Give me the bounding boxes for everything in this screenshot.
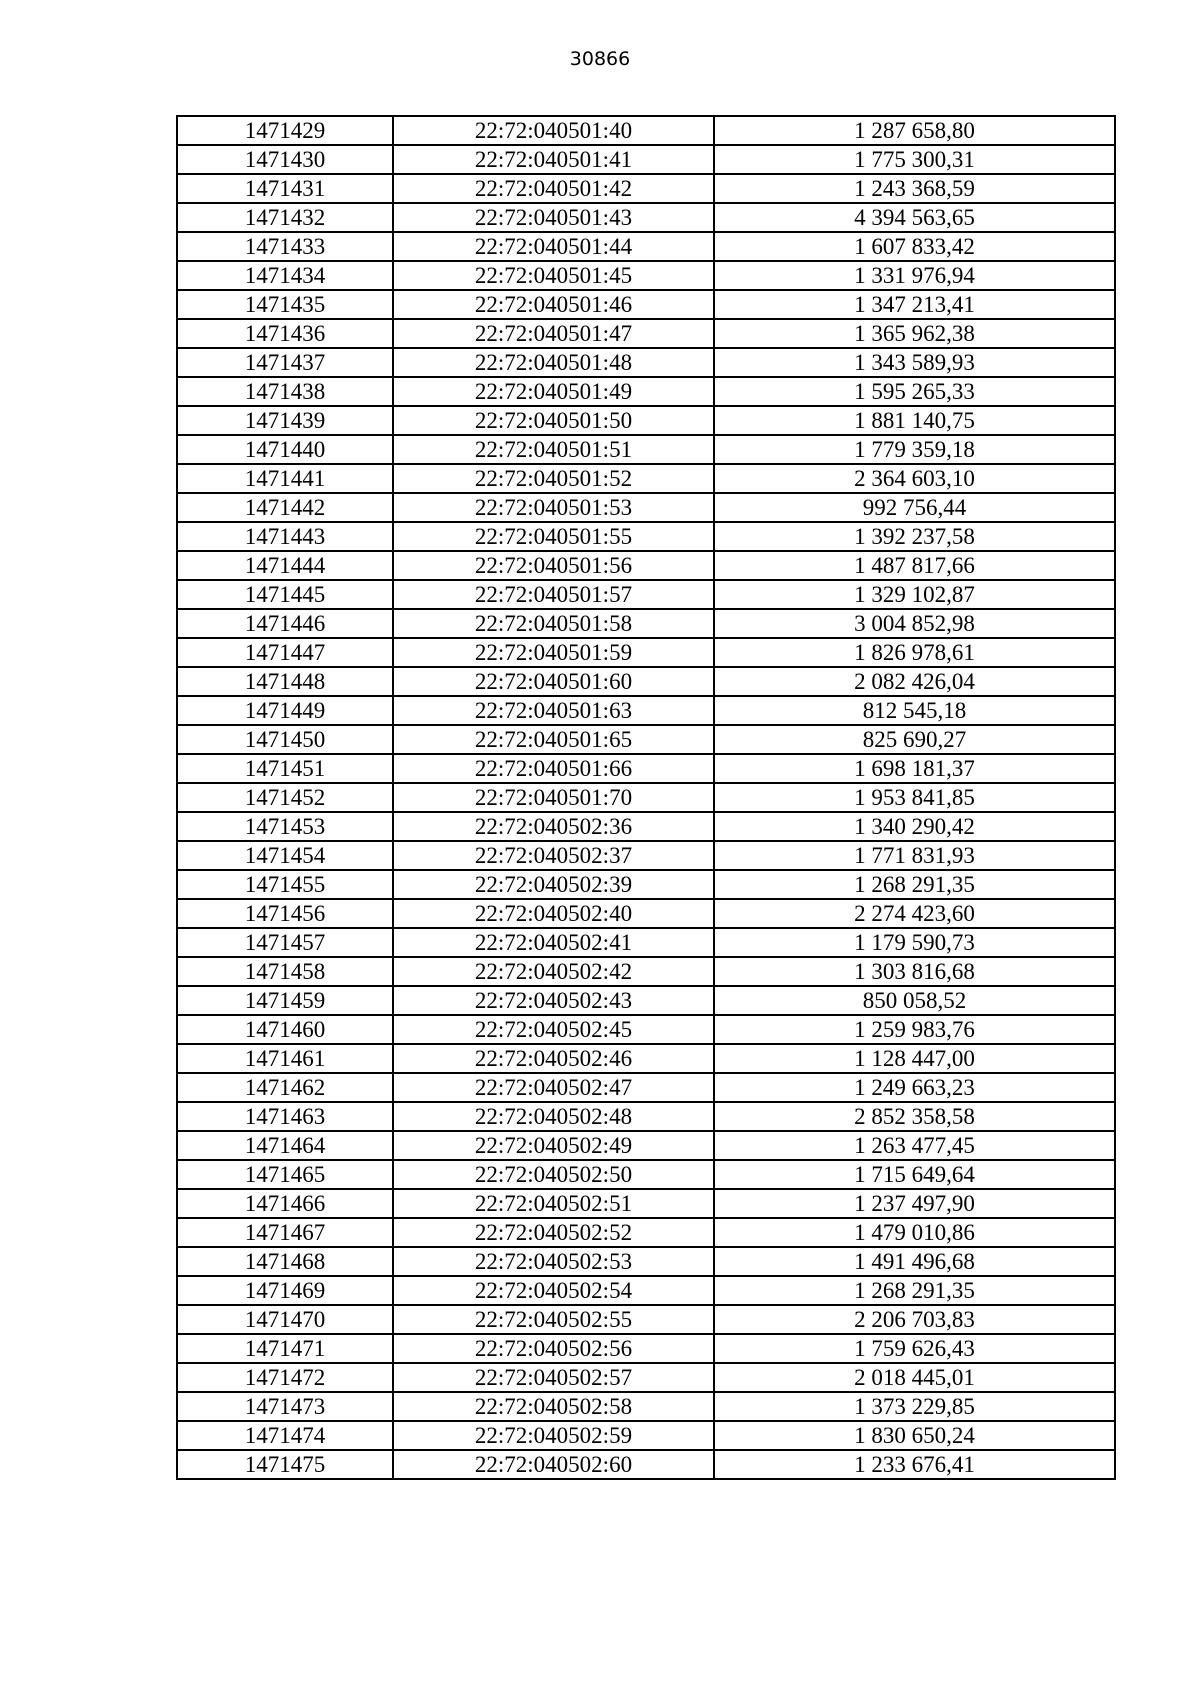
record-number-cell: 1471439	[177, 406, 393, 435]
cadastral-number-cell: 22:72:040501:66	[393, 754, 714, 783]
record-number-cell: 1471433	[177, 232, 393, 261]
table-row	[177, 435, 1115, 464]
cadastral-number-cell: 22:72:040502:58	[393, 1392, 714, 1421]
cadastral-number-cell: 22:72:040501:57	[393, 580, 714, 609]
value-cell: 1 392 237,58	[714, 522, 1115, 551]
record-number-cell: 1471466	[177, 1189, 393, 1218]
cadastral-number-cell: 22:72:040501:44	[393, 232, 714, 261]
value-cell: 1 826 978,61	[714, 638, 1115, 667]
cadastral-number-cell: 22:72:040502:41	[393, 928, 714, 957]
table-row	[177, 986, 1115, 1015]
table-row	[177, 580, 1115, 609]
record-number-cell: 1471471	[177, 1334, 393, 1363]
registry-table-body	[177, 116, 1115, 1479]
value-cell: 2 852 358,58	[714, 1102, 1115, 1131]
record-number-cell: 1471467	[177, 1218, 393, 1247]
table-row	[177, 522, 1115, 551]
value-cell: 1 881 140,75	[714, 406, 1115, 435]
cadastral-number-cell: 22:72:040502:46	[393, 1044, 714, 1073]
cadastral-number-cell: 22:72:040502:60	[393, 1450, 714, 1479]
record-number-cell: 1471450	[177, 725, 393, 754]
cadastral-number-cell: 22:72:040502:55	[393, 1305, 714, 1334]
table-row	[177, 1131, 1115, 1160]
table-row	[177, 203, 1115, 232]
value-cell: 992 756,44	[714, 493, 1115, 522]
value-cell: 1 287 658,80	[714, 116, 1115, 145]
cadastral-number-cell: 22:72:040501:40	[393, 116, 714, 145]
record-number-cell: 1471444	[177, 551, 393, 580]
record-number-cell: 1471434	[177, 261, 393, 290]
cadastral-number-cell: 22:72:040502:52	[393, 1218, 714, 1247]
cadastral-number-cell: 22:72:040502:54	[393, 1276, 714, 1305]
value-cell: 812 545,18	[714, 696, 1115, 725]
record-number-cell: 1471441	[177, 464, 393, 493]
table-row	[177, 609, 1115, 638]
registry-table	[176, 115, 1116, 1480]
table-row	[177, 348, 1115, 377]
record-number-cell: 1471459	[177, 986, 393, 1015]
record-number-cell: 1471432	[177, 203, 393, 232]
value-cell: 1 759 626,43	[714, 1334, 1115, 1363]
table-row	[177, 725, 1115, 754]
cadastral-number-cell: 22:72:040502:36	[393, 812, 714, 841]
value-cell: 1 698 181,37	[714, 754, 1115, 783]
value-cell: 1 268 291,35	[714, 870, 1115, 899]
table-row	[177, 290, 1115, 319]
table-row	[177, 841, 1115, 870]
table-row	[177, 551, 1115, 580]
value-cell: 1 775 300,31	[714, 145, 1115, 174]
record-number-cell: 1471445	[177, 580, 393, 609]
value-cell: 1 233 676,41	[714, 1450, 1115, 1479]
cadastral-number-cell: 22:72:040502:50	[393, 1160, 714, 1189]
table-row	[177, 754, 1115, 783]
record-number-cell: 1471446	[177, 609, 393, 638]
record-number-cell: 1471448	[177, 667, 393, 696]
record-number-cell: 1471458	[177, 957, 393, 986]
value-cell: 1 263 477,45	[714, 1131, 1115, 1160]
value-cell: 825 690,27	[714, 725, 1115, 754]
table-row	[177, 145, 1115, 174]
value-cell: 1 479 010,86	[714, 1218, 1115, 1247]
cadastral-number-cell: 22:72:040501:70	[393, 783, 714, 812]
record-number-cell: 1471438	[177, 377, 393, 406]
record-number-cell: 1471465	[177, 1160, 393, 1189]
table-row	[177, 1450, 1115, 1479]
record-number-cell: 1471456	[177, 899, 393, 928]
table-row	[177, 899, 1115, 928]
value-cell: 1 249 663,23	[714, 1073, 1115, 1102]
cadastral-number-cell: 22:72:040501:56	[393, 551, 714, 580]
value-cell: 1 347 213,41	[714, 290, 1115, 319]
cadastral-number-cell: 22:72:040501:63	[393, 696, 714, 725]
table-row	[177, 1392, 1115, 1421]
cadastral-number-cell: 22:72:040502:56	[393, 1334, 714, 1363]
cadastral-number-cell: 22:72:040501:43	[393, 203, 714, 232]
cadastral-number-cell: 22:72:040501:52	[393, 464, 714, 493]
cadastral-number-cell: 22:72:040502:53	[393, 1247, 714, 1276]
record-number-cell: 1471451	[177, 754, 393, 783]
cadastral-number-cell: 22:72:040501:49	[393, 377, 714, 406]
record-number-cell: 1471472	[177, 1363, 393, 1392]
table-row	[177, 812, 1115, 841]
cadastral-number-cell: 22:72:040502:40	[393, 899, 714, 928]
table-row	[177, 1218, 1115, 1247]
value-cell: 1 128 447,00	[714, 1044, 1115, 1073]
table-row	[177, 667, 1115, 696]
value-cell: 1 715 649,64	[714, 1160, 1115, 1189]
record-number-cell: 1471461	[177, 1044, 393, 1073]
cadastral-number-cell: 22:72:040502:48	[393, 1102, 714, 1131]
record-number-cell: 1471453	[177, 812, 393, 841]
value-cell: 2 206 703,83	[714, 1305, 1115, 1334]
table-row	[177, 319, 1115, 348]
cadastral-number-cell: 22:72:040501:47	[393, 319, 714, 348]
record-number-cell: 1471462	[177, 1073, 393, 1102]
value-cell: 1 237 497,90	[714, 1189, 1115, 1218]
record-number-cell: 1471470	[177, 1305, 393, 1334]
value-cell: 1 340 290,42	[714, 812, 1115, 841]
cadastral-number-cell: 22:72:040501:46	[393, 290, 714, 319]
value-cell: 3 004 852,98	[714, 609, 1115, 638]
table-row	[177, 116, 1115, 145]
table-row	[177, 1189, 1115, 1218]
table-row	[177, 493, 1115, 522]
record-number-cell: 1471429	[177, 116, 393, 145]
value-cell: 1 607 833,42	[714, 232, 1115, 261]
table-row	[177, 232, 1115, 261]
cadastral-number-cell: 22:72:040502:57	[393, 1363, 714, 1392]
cadastral-number-cell: 22:72:040501:41	[393, 145, 714, 174]
cadastral-number-cell: 22:72:040502:37	[393, 841, 714, 870]
record-number-cell: 1471440	[177, 435, 393, 464]
record-number-cell: 1471437	[177, 348, 393, 377]
cadastral-number-cell: 22:72:040501:65	[393, 725, 714, 754]
table-row	[177, 1334, 1115, 1363]
table-row	[177, 1276, 1115, 1305]
value-cell: 1 365 962,38	[714, 319, 1115, 348]
value-cell: 1 343 589,93	[714, 348, 1115, 377]
cadastral-number-cell: 22:72:040501:60	[393, 667, 714, 696]
value-cell: 4 394 563,65	[714, 203, 1115, 232]
value-cell: 1 243 368,59	[714, 174, 1115, 203]
record-number-cell: 1471442	[177, 493, 393, 522]
table-row	[177, 174, 1115, 203]
record-number-cell: 1471447	[177, 638, 393, 667]
cadastral-number-cell: 22:72:040502:43	[393, 986, 714, 1015]
cadastral-number-cell: 22:72:040502:47	[393, 1073, 714, 1102]
record-number-cell: 1471455	[177, 870, 393, 899]
table-row	[177, 1421, 1115, 1450]
table-row	[177, 261, 1115, 290]
cadastral-number-cell: 22:72:040501:59	[393, 638, 714, 667]
value-cell: 1 259 983,76	[714, 1015, 1115, 1044]
record-number-cell: 1471464	[177, 1131, 393, 1160]
table-row	[177, 1044, 1115, 1073]
table-row	[177, 1015, 1115, 1044]
table-row	[177, 1160, 1115, 1189]
record-number-cell: 1471449	[177, 696, 393, 725]
cadastral-number-cell: 22:72:040501:51	[393, 435, 714, 464]
cadastral-number-cell: 22:72:040502:51	[393, 1189, 714, 1218]
value-cell: 2 274 423,60	[714, 899, 1115, 928]
record-number-cell: 1471430	[177, 145, 393, 174]
record-number-cell: 1471473	[177, 1392, 393, 1421]
value-cell: 2 018 445,01	[714, 1363, 1115, 1392]
cadastral-number-cell: 22:72:040501:42	[393, 174, 714, 203]
cadastral-number-cell: 22:72:040501:50	[393, 406, 714, 435]
value-cell: 1 779 359,18	[714, 435, 1115, 464]
cadastral-number-cell: 22:72:040502:39	[393, 870, 714, 899]
record-number-cell: 1471431	[177, 174, 393, 203]
cadastral-number-cell: 22:72:040501:48	[393, 348, 714, 377]
page-number: 30866	[569, 48, 631, 70]
table-row	[177, 696, 1115, 725]
value-cell: 1 329 102,87	[714, 580, 1115, 609]
record-number-cell: 1471460	[177, 1015, 393, 1044]
record-number-cell: 1471474	[177, 1421, 393, 1450]
record-number-cell: 1471454	[177, 841, 393, 870]
record-number-cell: 1471457	[177, 928, 393, 957]
table-row	[177, 870, 1115, 899]
record-number-cell: 1471443	[177, 522, 393, 551]
value-cell: 1 303 816,68	[714, 957, 1115, 986]
value-cell: 1 331 976,94	[714, 261, 1115, 290]
record-number-cell: 1471452	[177, 783, 393, 812]
cadastral-number-cell: 22:72:040502:42	[393, 957, 714, 986]
record-number-cell: 1471469	[177, 1276, 393, 1305]
table-row	[177, 1102, 1115, 1131]
cadastral-number-cell: 22:72:040502:45	[393, 1015, 714, 1044]
table-row	[177, 406, 1115, 435]
cadastral-number-cell: 22:72:040501:58	[393, 609, 714, 638]
value-cell: 1 953 841,85	[714, 783, 1115, 812]
record-number-cell: 1471468	[177, 1247, 393, 1276]
value-cell: 1 830 650,24	[714, 1421, 1115, 1450]
value-cell: 1 179 590,73	[714, 928, 1115, 957]
table-row	[177, 1073, 1115, 1102]
value-cell: 1 268 291,35	[714, 1276, 1115, 1305]
cadastral-number-cell: 22:72:040501:45	[393, 261, 714, 290]
table-row	[177, 957, 1115, 986]
cadastral-number-cell: 22:72:040501:53	[393, 493, 714, 522]
record-number-cell: 1471435	[177, 290, 393, 319]
table-row	[177, 783, 1115, 812]
value-cell: 1 373 229,85	[714, 1392, 1115, 1421]
table-row	[177, 1247, 1115, 1276]
table-row	[177, 464, 1115, 493]
cadastral-number-cell: 22:72:040502:49	[393, 1131, 714, 1160]
value-cell: 2 082 426,04	[714, 667, 1115, 696]
value-cell: 850 058,52	[714, 986, 1115, 1015]
value-cell: 1 487 817,66	[714, 551, 1115, 580]
table-row	[177, 638, 1115, 667]
cadastral-number-cell: 22:72:040502:59	[393, 1421, 714, 1450]
value-cell: 1 491 496,68	[714, 1247, 1115, 1276]
table-row	[177, 928, 1115, 957]
table-row	[177, 1305, 1115, 1334]
value-cell: 1 595 265,33	[714, 377, 1115, 406]
record-number-cell: 1471463	[177, 1102, 393, 1131]
record-number-cell: 1471436	[177, 319, 393, 348]
table-row	[177, 377, 1115, 406]
value-cell: 1 771 831,93	[714, 841, 1115, 870]
table-row	[177, 1363, 1115, 1392]
record-number-cell: 1471475	[177, 1450, 393, 1479]
value-cell: 2 364 603,10	[714, 464, 1115, 493]
cadastral-number-cell: 22:72:040501:55	[393, 522, 714, 551]
